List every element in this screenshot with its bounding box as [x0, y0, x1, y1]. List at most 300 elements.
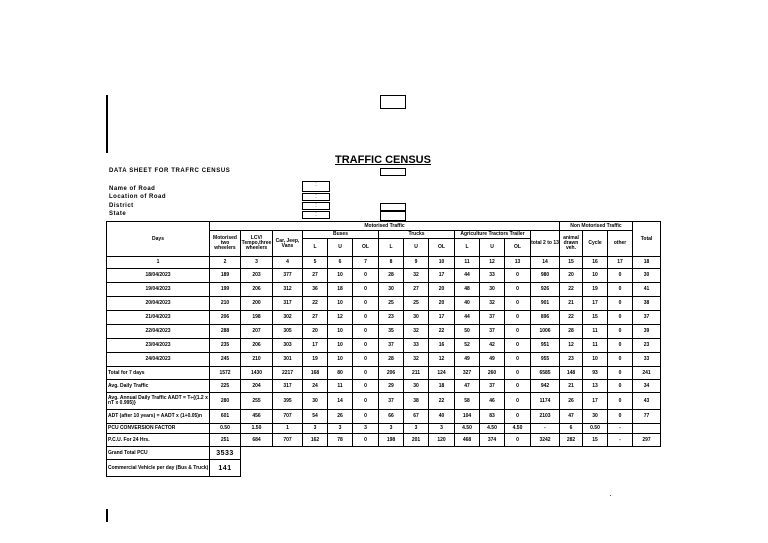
data-cell: 4: [273, 257, 303, 269]
header-non-motorised-traffic: Non Motorised Traffic: [560, 222, 633, 231]
data-cell: 38: [633, 297, 661, 311]
data-cell: 39: [633, 325, 661, 339]
data-cell: 0: [608, 380, 633, 393]
row-label-cell: ADT (after 10 years) = AADT x (1+0.05)n: [107, 410, 210, 424]
data-cell: 19: [583, 283, 608, 297]
data-cell: 27: [303, 269, 328, 283]
row-label-cell: 24/04/2023: [107, 353, 210, 367]
data-cell: 37: [480, 325, 505, 339]
district-field: :: [302, 202, 330, 210]
data-cell: 199: [210, 283, 241, 297]
header-animal-drawn: animal drawn veh.: [560, 231, 583, 257]
data-cell: 926: [531, 283, 560, 297]
data-cell: 0.50: [583, 424, 608, 434]
data-cell: 245: [210, 353, 241, 367]
data-cell: 3: [303, 424, 328, 434]
data-cell: 18: [633, 257, 661, 269]
data-cell: 255: [241, 393, 273, 410]
state-field: :: [302, 211, 330, 219]
left-margin-line: [106, 95, 108, 153]
data-cell: 317: [273, 380, 303, 393]
data-cell: 201: [404, 434, 429, 447]
data-cell: 251: [210, 434, 241, 447]
row-label-cell: PCU CONVERSION FACTOR: [107, 424, 210, 434]
data-cell: 3: [429, 424, 455, 434]
data-cell: 6: [560, 424, 583, 434]
data-cell: 0: [353, 410, 379, 424]
data-cell: 17: [429, 269, 455, 283]
data-cell: 77: [633, 410, 661, 424]
data-cell: 0: [505, 393, 531, 410]
data-cell: 32: [404, 325, 429, 339]
data-cell: 168: [303, 367, 328, 380]
data-cell: 25: [404, 297, 429, 311]
header-car: Car, Jeep, Vans: [273, 231, 303, 257]
header-agri-tractors: Agriculture Tractors Trailer: [455, 231, 531, 239]
name-of-road-label: Name of Road: [109, 186, 156, 192]
data-cell: 54: [303, 410, 328, 424]
data-cell: 6: [328, 257, 353, 269]
data-cell: 0: [353, 283, 379, 297]
data-cell: 41: [633, 283, 661, 297]
data-cell: 0: [505, 311, 531, 325]
summary-row: [107, 367, 661, 380]
data-cell: 3: [241, 257, 273, 269]
data-cell: 16: [583, 257, 608, 269]
data-cell: 17: [583, 297, 608, 311]
data-cell: 14: [328, 393, 353, 410]
data-cell: 162: [303, 434, 328, 447]
summary-row: [107, 393, 661, 410]
data-cell: 30: [404, 311, 429, 325]
data-cell: 0: [505, 434, 531, 447]
data-cell: 896: [531, 311, 560, 325]
data-cell: 2103: [531, 410, 560, 424]
data-cell: 317: [273, 297, 303, 311]
data-cell: 20: [560, 269, 583, 283]
data-cell: 23: [633, 339, 661, 353]
data-cell: 10: [328, 325, 353, 339]
data-cell: 37: [633, 311, 661, 325]
data-cell: 4.50: [455, 424, 480, 434]
data-cell: 32: [404, 269, 429, 283]
data-cell: 18: [328, 283, 353, 297]
data-cell: 24: [303, 380, 328, 393]
data-cell: 120: [429, 434, 455, 447]
data-cell: 22: [303, 297, 328, 311]
table-row: [107, 325, 661, 339]
data-cell: 942: [531, 380, 560, 393]
row-label-cell: 1: [107, 257, 210, 269]
header-motorised-traffic: Motorised Traffic: [210, 222, 560, 231]
data-cell: 33: [633, 353, 661, 367]
location-of-road-field: :: [302, 193, 330, 201]
header-other: other: [608, 231, 633, 257]
data-cell: 37: [480, 311, 505, 325]
data-cell: 0: [608, 311, 633, 325]
data-cell: 42: [480, 339, 505, 353]
header-truck-l: L: [379, 239, 404, 257]
data-cell: 225: [210, 380, 241, 393]
data-cell: 10: [583, 353, 608, 367]
data-cell: 12: [429, 353, 455, 367]
data-cell: 206: [210, 311, 241, 325]
data-cell: 148: [560, 367, 583, 380]
data-cell: 200: [241, 297, 273, 311]
summary-row: [107, 424, 661, 434]
data-cell: 11: [583, 339, 608, 353]
data-cell: 17: [303, 339, 328, 353]
table-row: [107, 297, 661, 311]
data-cell: 19: [303, 353, 328, 367]
table-row: [107, 269, 661, 283]
data-cell: 10: [429, 257, 455, 269]
data-cell: 16: [429, 339, 455, 353]
data-cell: 10: [328, 269, 353, 283]
data-cell: 10: [328, 353, 353, 367]
data-cell: 327: [455, 367, 480, 380]
data-cell: 8: [379, 257, 404, 269]
data-cell: 6585: [531, 367, 560, 380]
data-cell: 0: [608, 410, 633, 424]
data-cell: 707: [273, 434, 303, 447]
data-cell: 5: [303, 257, 328, 269]
data-cell: 22: [560, 283, 583, 297]
data-cell: 17: [429, 311, 455, 325]
data-cell: 33: [404, 339, 429, 353]
data-cell: 50: [455, 325, 480, 339]
data-cell: -: [608, 424, 633, 434]
data-cell: 11: [455, 257, 480, 269]
commercial-vehicle-value: 141: [210, 460, 241, 477]
data-cell: 0: [505, 380, 531, 393]
data-cell: 206: [241, 339, 273, 353]
data-cell: 189: [210, 269, 241, 283]
data-cell: 32: [480, 297, 505, 311]
location-of-road-label: Location of Road: [109, 194, 166, 200]
data-cell: 37: [379, 393, 404, 410]
data-cell: 11: [583, 325, 608, 339]
data-cell: 27: [404, 283, 429, 297]
data-cell: 13: [505, 257, 531, 269]
page-title: TRAFFIC CENSUS: [335, 154, 431, 166]
header-agri-u: U: [480, 239, 505, 257]
data-cell: 34: [633, 380, 661, 393]
data-cell: 207: [241, 325, 273, 339]
data-cell: 707: [273, 410, 303, 424]
table-row: [107, 283, 661, 297]
header-total: Total: [633, 222, 661, 257]
header-truck-ol: OL: [429, 239, 455, 257]
summary-row: [107, 410, 661, 424]
data-cell: 0: [353, 380, 379, 393]
district-label: District: [109, 203, 134, 209]
header-bus-l: L: [303, 239, 328, 257]
data-cell: 32: [404, 353, 429, 367]
data-cell: 0: [353, 434, 379, 447]
data-cell: 0: [353, 353, 379, 367]
data-cell: 210: [241, 353, 273, 367]
data-cell: 203: [241, 269, 273, 283]
data-cell: 12: [480, 257, 505, 269]
top-empty-box: [380, 95, 406, 109]
row-label-cell: 22/04/2023: [107, 325, 210, 339]
data-cell: 210: [210, 297, 241, 311]
data-cell: 30: [583, 410, 608, 424]
data-cell: 3: [404, 424, 429, 434]
data-cell: 0: [608, 367, 633, 380]
data-cell: 49: [480, 353, 505, 367]
name-of-road-field: :: [302, 181, 330, 192]
data-cell: 27: [303, 311, 328, 325]
row-label-cell: Avg. Annual Daily Traffic AADT = T÷{(1.2 x nT x 0.995)}: [107, 393, 210, 410]
data-cell: 951: [531, 339, 560, 353]
data-cell: 1174: [531, 393, 560, 410]
grand-total-value: 3533: [210, 447, 241, 460]
data-cell: 2217: [273, 367, 303, 380]
data-cell: 36: [303, 283, 328, 297]
data-cell: 40: [455, 297, 480, 311]
data-cell: 21: [560, 380, 583, 393]
data-cell: 37: [480, 380, 505, 393]
data-cell: 0: [505, 283, 531, 297]
data-cell: 78: [328, 434, 353, 447]
data-cell: 14: [531, 257, 560, 269]
header-lcv: LCV/ Tempo,three wheelers: [241, 231, 273, 257]
row-label-cell: Total for 7 days: [107, 367, 210, 380]
data-cell: 48: [455, 283, 480, 297]
data-cell: 12: [560, 339, 583, 353]
data-cell: 901: [531, 297, 560, 311]
header-bus-u: U: [328, 239, 353, 257]
data-cell: 235: [210, 339, 241, 353]
data-cell: 206: [241, 283, 273, 297]
data-cell: 26: [560, 393, 583, 410]
data-cell: 30: [633, 269, 661, 283]
data-cell: 30: [404, 380, 429, 393]
data-cell: 0: [608, 297, 633, 311]
row-label-cell: 19/04/2023: [107, 283, 210, 297]
state-label: State: [109, 211, 127, 217]
data-cell: 0: [608, 353, 633, 367]
data-cell: 43: [633, 393, 661, 410]
data-cell: 0: [505, 367, 531, 380]
data-cell: 1: [273, 424, 303, 434]
data-cell: 0: [505, 297, 531, 311]
info-side-box-1: [380, 203, 406, 211]
data-cell: 13: [583, 380, 608, 393]
data-cell: 93: [583, 367, 608, 380]
data-cell: 0: [353, 367, 379, 380]
data-cell: 7: [353, 257, 379, 269]
data-cell: 0: [608, 393, 633, 410]
data-cell: 35: [379, 325, 404, 339]
data-cell: 30: [303, 393, 328, 410]
data-cell: 280: [210, 393, 241, 410]
data-cell: 3: [353, 424, 379, 434]
data-cell: 305: [273, 325, 303, 339]
data-cell: 20: [303, 325, 328, 339]
data-cell: 198: [241, 311, 273, 325]
data-cell: 10: [328, 339, 353, 353]
data-cell: 47: [455, 380, 480, 393]
data-cell: 0: [608, 325, 633, 339]
data-cell: 9: [404, 257, 429, 269]
traffic-census-table: [106, 221, 661, 477]
data-cell: 211: [404, 367, 429, 380]
commercial-vehicle-label: Commercial Vehicle per day (Bus & Truck): [107, 460, 210, 477]
data-cell: 17: [608, 257, 633, 269]
header-buses: Buses: [303, 231, 379, 239]
data-cell: 28: [379, 269, 404, 283]
header-two-wheelers: Motorised two wheelers: [210, 231, 241, 257]
data-cell: 2: [210, 257, 241, 269]
data-cell: 28: [379, 353, 404, 367]
data-cell: 124: [429, 367, 455, 380]
header-days: Days: [107, 222, 210, 257]
data-cell: 204: [241, 380, 273, 393]
data-cell: 15: [583, 311, 608, 325]
data-cell: 17: [583, 393, 608, 410]
data-cell: 3: [328, 424, 353, 434]
data-cell: 104: [455, 410, 480, 424]
header-total-2-to-13: total 2 to 13: [531, 231, 560, 257]
data-cell: 955: [531, 353, 560, 367]
grand-total-label: Grand Total PCU: [107, 447, 210, 460]
data-cell: 66: [379, 410, 404, 424]
data-cell: 1430: [241, 367, 273, 380]
data-cell: 3: [379, 424, 404, 434]
data-cell: 0: [353, 297, 379, 311]
data-cell: 0: [353, 311, 379, 325]
summary-row: [107, 380, 661, 393]
data-cell: 80: [328, 367, 353, 380]
data-cell: 46: [480, 393, 505, 410]
data-cell: 20: [429, 297, 455, 311]
data-cell: 374: [480, 434, 505, 447]
data-cell: 1572: [210, 367, 241, 380]
data-cell: 684: [241, 434, 273, 447]
data-cell: -: [608, 434, 633, 447]
data-cell: 4.50: [505, 424, 531, 434]
data-cell: 22: [560, 311, 583, 325]
data-cell: 33: [480, 269, 505, 283]
data-cell: 0: [608, 283, 633, 297]
data-cell: 23: [379, 311, 404, 325]
data-cell: 47: [560, 410, 583, 424]
data-cell: [633, 424, 661, 434]
data-cell: 12: [328, 311, 353, 325]
data-cell: -: [531, 424, 560, 434]
data-cell: 260: [480, 367, 505, 380]
data-cell: 22: [429, 325, 455, 339]
data-cell: 0: [353, 339, 379, 353]
data-cell: 38: [404, 393, 429, 410]
data-sheet-subtitle: DATA SHEET FOR TRAFRC CENSUS: [109, 168, 231, 174]
data-cell: 395: [273, 393, 303, 410]
data-cell: 0.50: [210, 424, 241, 434]
stray-dot: [610, 495, 611, 496]
data-cell: 18: [429, 380, 455, 393]
data-cell: 52: [455, 339, 480, 353]
data-cell: 20: [429, 283, 455, 297]
data-cell: 601: [210, 410, 241, 424]
data-cell: 0: [505, 269, 531, 283]
data-cell: 0: [353, 325, 379, 339]
data-cell: 29: [379, 380, 404, 393]
empty-space: [241, 447, 661, 460]
data-cell: 0: [505, 353, 531, 367]
data-cell: 22: [429, 393, 455, 410]
data-cell: 456: [241, 410, 273, 424]
data-cell: 301: [273, 353, 303, 367]
data-cell: 30: [379, 283, 404, 297]
data-cell: 0: [505, 339, 531, 353]
data-cell: 468: [455, 434, 480, 447]
data-cell: 980: [531, 269, 560, 283]
bottom-margin-mark: [106, 509, 108, 522]
data-cell: 1.50: [241, 424, 273, 434]
data-cell: 288: [210, 325, 241, 339]
data-cell: 1006: [531, 325, 560, 339]
header-agri-ol: OL: [505, 239, 531, 257]
row-label-cell: 18/04/2023: [107, 269, 210, 283]
data-cell: 83: [480, 410, 505, 424]
table-row: [107, 311, 661, 325]
summary-row: [107, 434, 661, 447]
data-cell: 67: [404, 410, 429, 424]
data-cell: 303: [273, 339, 303, 353]
data-cell: 0: [608, 339, 633, 353]
data-cell: 0: [505, 325, 531, 339]
table-row: [107, 339, 661, 353]
data-cell: 37: [379, 339, 404, 353]
header-trucks: Trucks: [379, 231, 455, 239]
data-cell: 282: [560, 434, 583, 447]
data-cell: 25: [379, 297, 404, 311]
row-label-cell: P.C.U. For 24 Hrs.: [107, 434, 210, 447]
data-cell: 40: [429, 410, 455, 424]
data-cell: 206: [379, 367, 404, 380]
empty-space: [241, 460, 661, 477]
header-truck-u: U: [404, 239, 429, 257]
row-label-cell: 21/04/2023: [107, 311, 210, 325]
data-cell: 4.50: [480, 424, 505, 434]
header-agri-l: L: [455, 239, 480, 257]
data-cell: 241: [633, 367, 661, 380]
row-label-cell: Avg. Daily Traffic: [107, 380, 210, 393]
title-box: [380, 168, 406, 176]
data-cell: 302: [273, 311, 303, 325]
data-cell: 377: [273, 269, 303, 283]
data-cell: 30: [480, 283, 505, 297]
header-bus-ol: OL: [353, 239, 379, 257]
column-index-row: [107, 257, 661, 269]
data-cell: 10: [328, 297, 353, 311]
data-cell: 58: [455, 393, 480, 410]
data-cell: 15: [583, 434, 608, 447]
header-cycle: Cycle: [583, 231, 608, 257]
data-cell: 10: [583, 269, 608, 283]
data-cell: 44: [455, 311, 480, 325]
data-cell: 21: [560, 297, 583, 311]
data-cell: 11: [328, 380, 353, 393]
data-cell: 198: [379, 434, 404, 447]
data-cell: 26: [328, 410, 353, 424]
data-cell: 44: [455, 269, 480, 283]
data-cell: 28: [560, 325, 583, 339]
data-cell: 312: [273, 283, 303, 297]
